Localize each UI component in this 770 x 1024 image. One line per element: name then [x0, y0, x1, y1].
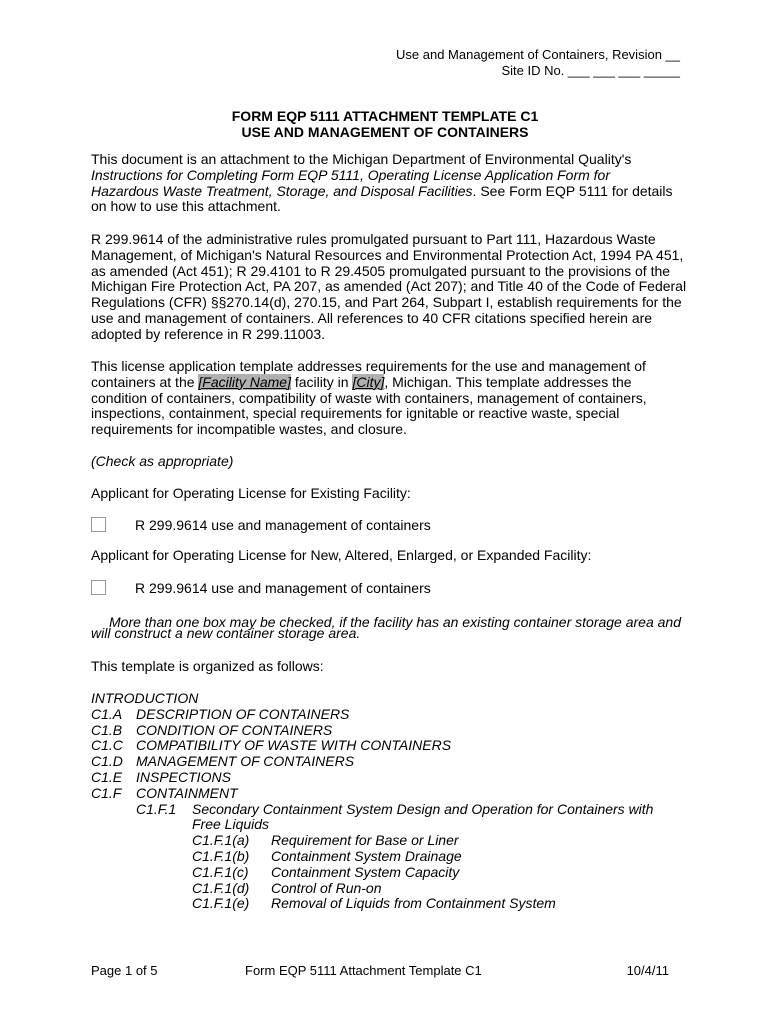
title-line-1: FORM EQP 5111 ATTACHMENT TEMPLATE C1: [231, 108, 539, 124]
note-text: More than one box may be checked, if the facility has an existing container storage area and will construct a new container storage area.: [91, 614, 682, 641]
new-facility-checkbox[interactable]: [91, 580, 106, 595]
toc-item-text: INTRODUCTION: [91, 690, 199, 706]
p1-instructions-title: Instructions for Completing Form EQP 5111, Operating License Application Form for Hazardous Waste Treatment, Storage, and Disposal Facilities: [91, 166, 611, 199]
toc-item-text: Requirement for Base or Liner: [271, 832, 459, 849]
toc-item-text: MANAGEMENT OF CONTAINERS: [136, 753, 355, 770]
intro-paragraph-3: [91, 359, 686, 438]
p3-text-c: , Michigan. This template addresses the condition of containers, compatibility of waste with containers, management of containers, inspections, containment, special requirements for ignitable or reactive waste, special requirements for incompatible wastes, and closure.: [91, 373, 647, 438]
organized-intro: This template is organized as follows:: [91, 658, 324, 674]
existing-facility-checkbox[interactable]: [91, 517, 106, 532]
footer-page-number: Page 1 of 5: [91, 963, 158, 978]
city-field[interactable]: [City]: [352, 373, 385, 390]
facility-name-field[interactable]: [Facility Name]: [198, 373, 291, 390]
toc-item-number: C1.F.1(b): [192, 847, 250, 864]
toc-item-number: C1.F.1(a): [192, 832, 250, 849]
new-option-label: R 299.9614 use and management of containers: [135, 580, 431, 596]
footer-date: 10/4/11: [626, 963, 669, 978]
toc-item-text: DESCRIPTION OF CONTAINERS: [136, 705, 350, 722]
multiple-check-note: [91, 614, 691, 641]
footer-form-name: Form EQP 5111 Attachment Template C1: [245, 963, 482, 978]
p3-text-a: This license application template addresses requirements for the use and management of containers at the: [91, 358, 646, 390]
p1-text-b: . See Form EQP 5111 for details on how to use this attachment.: [91, 182, 673, 215]
toc-item-number: C1.F.1(c): [192, 863, 249, 880]
running-header: [396, 47, 680, 79]
toc-item-number: C1.D: [91, 753, 123, 770]
document-title: [0, 108, 770, 140]
toc-item-text: CONTAINMENT: [136, 784, 238, 801]
check-prompt: (Check as appropriate): [91, 453, 234, 469]
toc-item-text: Containment System Drainage: [271, 847, 462, 864]
toc-item-number: C1.F.1(e): [192, 895, 250, 912]
toc-item-text: Secondary Containment System Design and Operation for Containers with: [192, 800, 654, 817]
toc-item-number: C1.C: [91, 737, 123, 754]
title-line-2: USE AND MANAGEMENT OF CONTAINERS: [241, 124, 529, 140]
header-revision: Use and Management of Containers, Revision __: [396, 47, 680, 62]
new-facility-option: [91, 580, 431, 596]
toc-item-number: C1.B: [91, 721, 123, 738]
toc-item-text: Removal of Liquids from Containment System: [271, 895, 556, 912]
toc-item-number: C1.F.1(d): [192, 879, 250, 896]
toc-item-number: C1.F: [91, 784, 122, 801]
existing-facility-option: [91, 517, 431, 533]
toc-item-text: INSPECTIONS: [136, 768, 231, 785]
toc-item-number: C1.A: [91, 705, 123, 722]
new-facility-label: Applicant for Operating License for New, Altered, Enlarged, or Expanded Facility:: [91, 547, 592, 563]
header-site-id: Site ID No. ___ ___ ___ _____: [501, 63, 680, 78]
toc-item-text: Containment System Capacity: [271, 863, 460, 880]
p1-text-a: This document is an attachment to the Michigan Department of Environmental Quality's: [91, 151, 632, 167]
toc-item-text: COMPATIBILITY OF WASTE WITH CONTAINERS: [136, 737, 452, 754]
toc-item-number: C1.E: [91, 768, 123, 785]
toc-item-number: C1.F.1: [136, 800, 177, 817]
toc-item-text: Free Liquids: [192, 816, 270, 833]
toc-item-text: Control of Run-on: [271, 879, 382, 896]
toc-item-text: CONDITION OF CONTAINERS: [136, 721, 333, 738]
existing-facility-label: Applicant for Operating License for Existing Facility:: [91, 485, 411, 501]
intro-paragraph-2: R 299.9614 of the administrative rules promulgated pursuant to Part 111, Hazardous Waste Management, of Michigan's Natural Resources and Environmental Protection Act, 1994 PA 451, as amended (Act 451); R 29.4101 to R 29.4505 promulgated pursuant to the provisions of the Michigan Fire Protection Act, PA 207, as amended (Act 207); and Title 40 of the Code of Federal Regulations (CFR) §§270.14(d), 270.15, and Part 264, Subpart I, establish requirements for the use and management of containers. All references to 40 CFR citations specified herein are adopted by reference in R 299.11003.: [91, 231, 687, 342]
intro-paragraph-1: [91, 152, 681, 215]
existing-option-label: R 299.9614 use and management of containers: [135, 517, 431, 533]
p3-text-b: facility in: [290, 373, 353, 390]
